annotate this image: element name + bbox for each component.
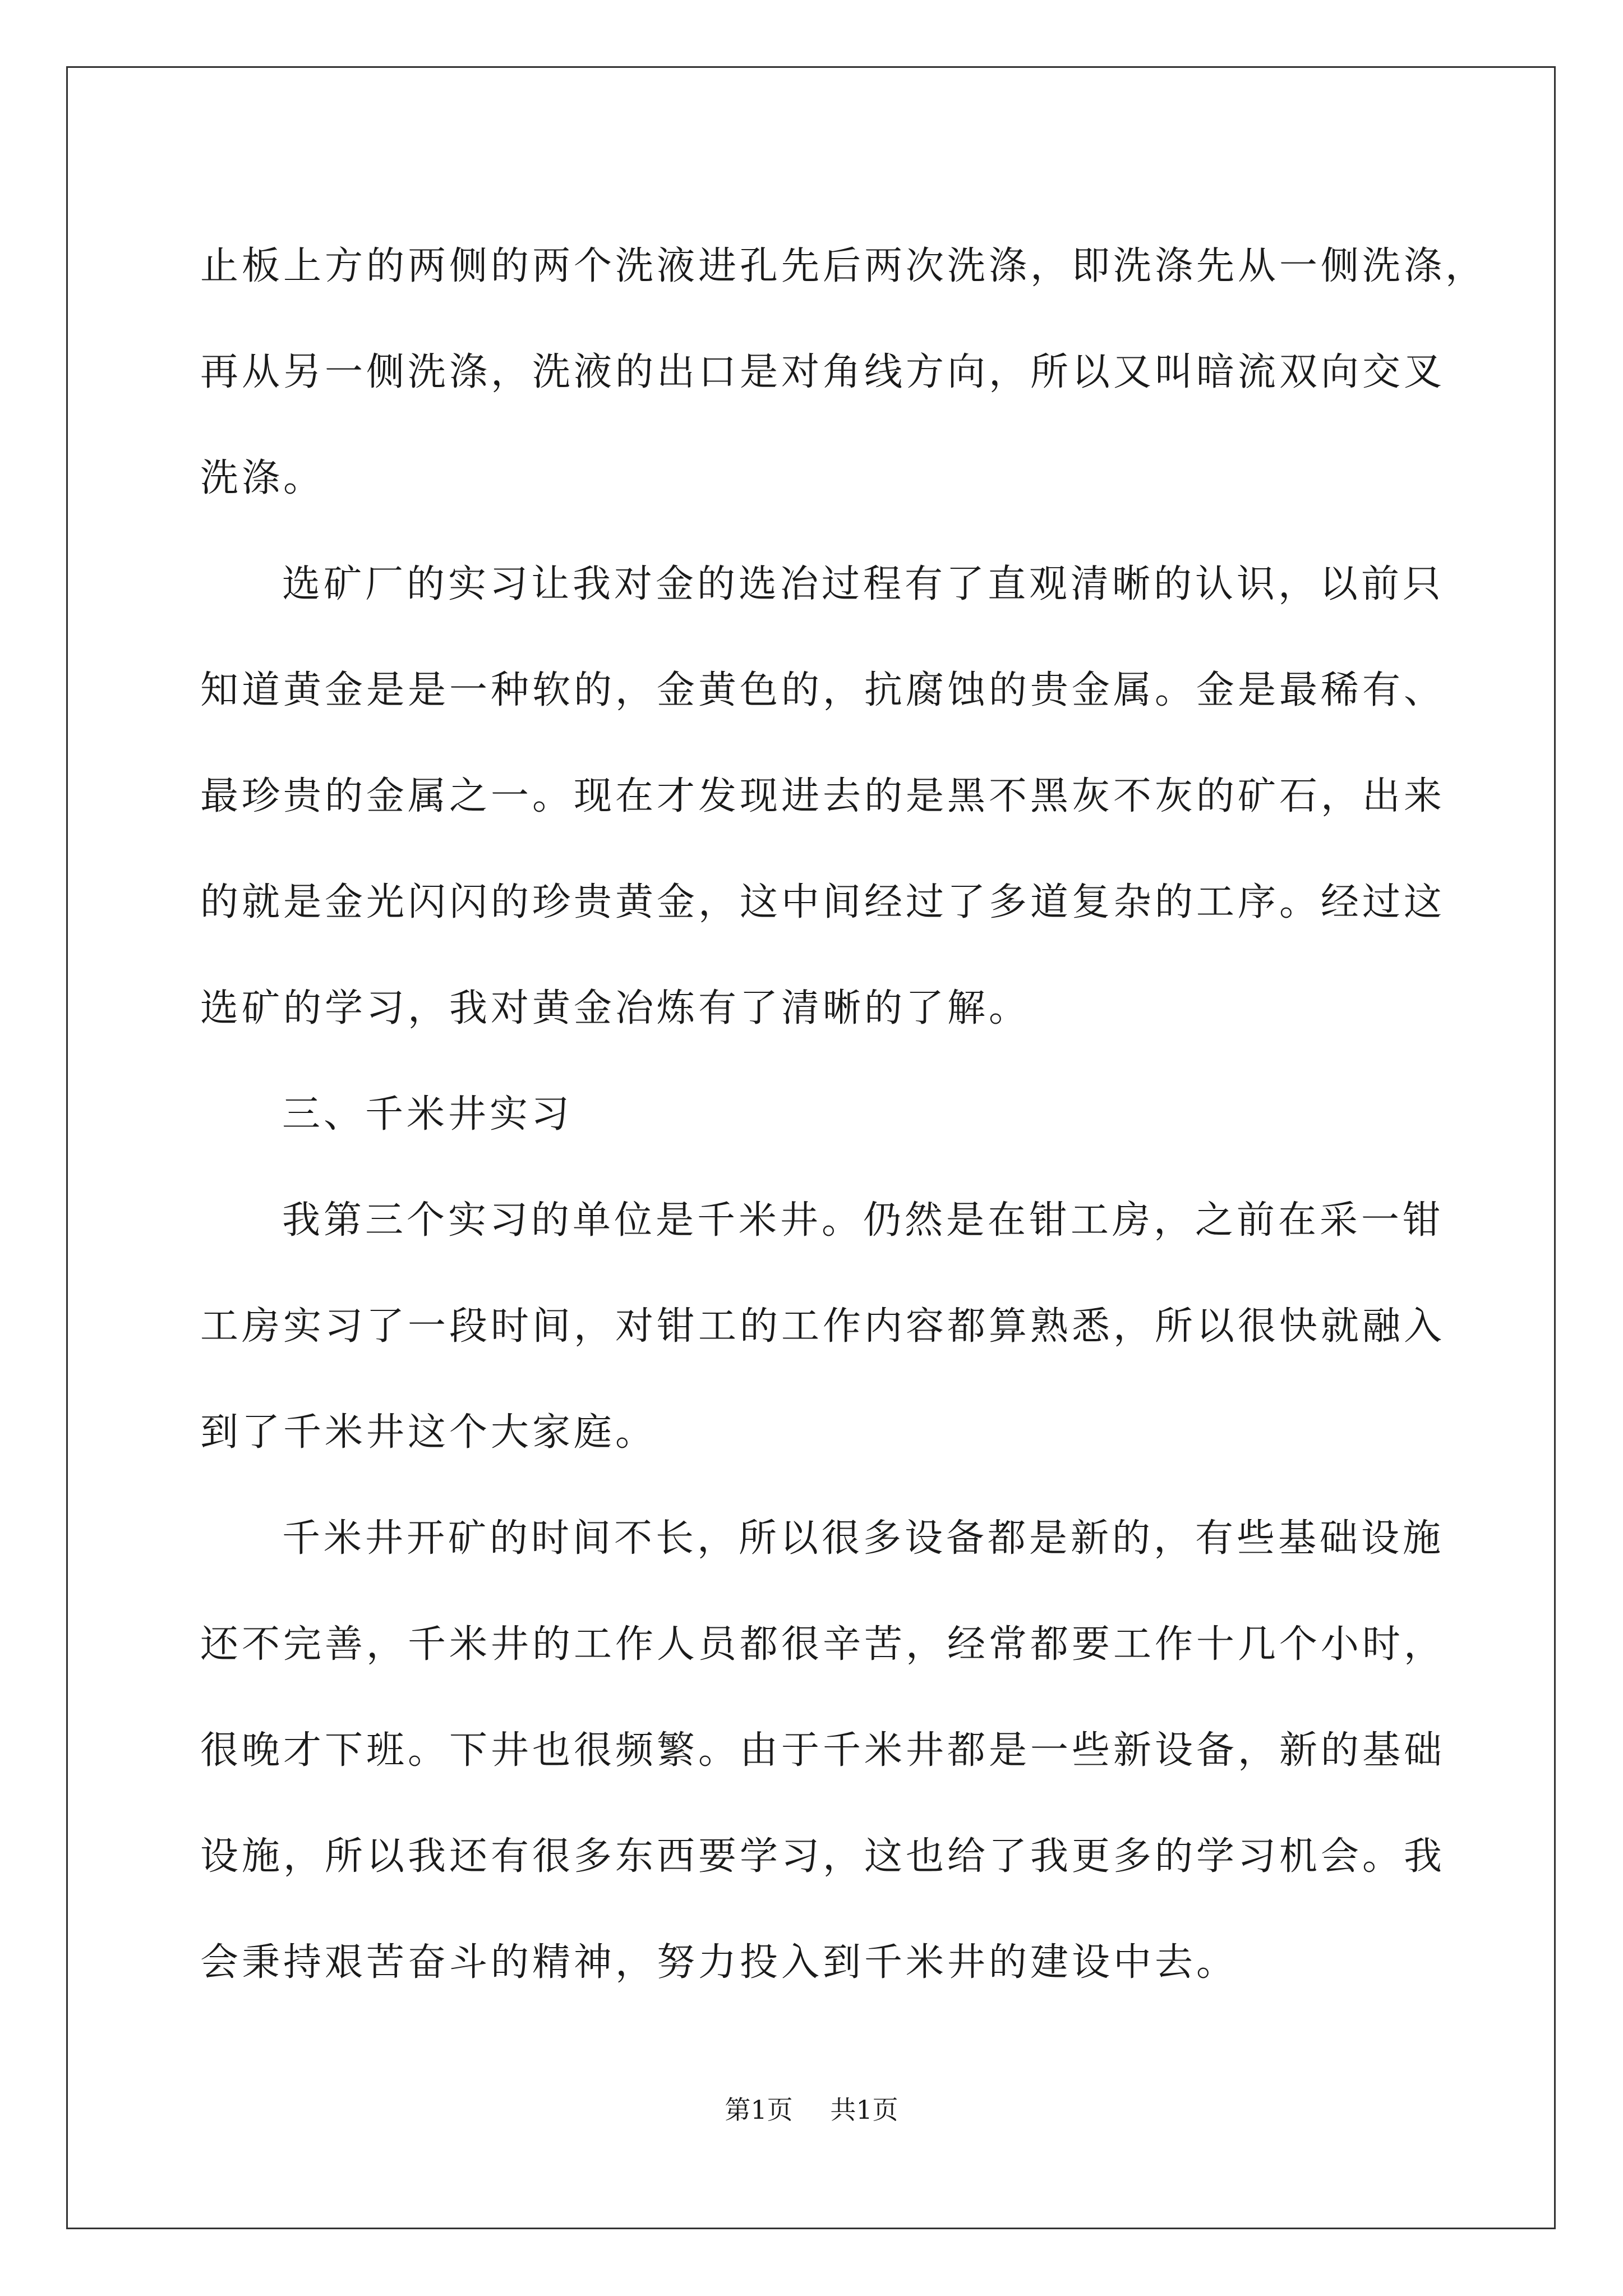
text-line: 千米井开矿的时间不长，所以很多设备都是新的，有些基础设施 (282, 1516, 1445, 1561)
text-line: 选矿的学习，我对黄金冶炼有了清晰的了解。 (200, 986, 1031, 1030)
text-line: 很晚才下班。下井也很频繁。由于千米井都是一些新设备，新的基础 (200, 1728, 1446, 1773)
text-line: 知道黄金是是一种软的，金黄色的，抗腐蚀的贵金属。金是最稀有、 (200, 668, 1446, 712)
page-number-total: 共1页 (830, 2095, 898, 2125)
text-line: 到了千米井这个大家庭。 (200, 1410, 657, 1455)
text-line: 选矿厂的实习让我对金的选冶过程有了直观清晰的认识，以前只 (282, 562, 1445, 606)
text-line: 还不完善，千米井的工作人员都很辛苦，经常都要工作十几个小时， (200, 1622, 1446, 1667)
page-footer (0, 2090, 1623, 2127)
paragraph-3 (200, 1167, 1446, 1485)
text-line: 最珍贵的金属之一。现在才发现进去的是黑不黑灰不灰的矿石，出来 (200, 774, 1446, 818)
paragraph-1 (200, 213, 1487, 531)
text-line: 洗涤。 (200, 456, 325, 500)
paragraph-4 (200, 1485, 1446, 2016)
text-line: 工房实习了一段时间，对钳工的工作内容都算熟悉，所以很快就融入 (200, 1304, 1446, 1349)
heading-text: 三、千米井实习 (282, 1092, 573, 1137)
text-line: 我第三个实习的单位是千米井。仍然是在钳工房，之前在采一钳 (282, 1198, 1445, 1243)
text-line: 设施，所以我还有很多东西要学习，这也给了我更多的学习机会。我 (200, 1834, 1446, 1879)
document-body (200, 213, 1487, 2016)
page-number-current: 第1页 (725, 2095, 793, 2125)
text-line: 止板上方的两侧的两个洗液进孔先后两次洗涤，即洗涤先从一侧洗涤， (200, 244, 1487, 288)
text-line: 再从另一侧洗涤，洗液的出口是对角线方向，所以又叫暗流双向交叉 (200, 350, 1446, 394)
section-heading (200, 1061, 1434, 1167)
text-line: 的就是金光闪闪的珍贵黄金，这中间经过了多道复杂的工序。经过这 (200, 880, 1446, 924)
text-line: 会秉持艰苦奋斗的精神，努力投入到千米井的建设中去。 (200, 1940, 1238, 1985)
paragraph-2 (200, 531, 1446, 1061)
